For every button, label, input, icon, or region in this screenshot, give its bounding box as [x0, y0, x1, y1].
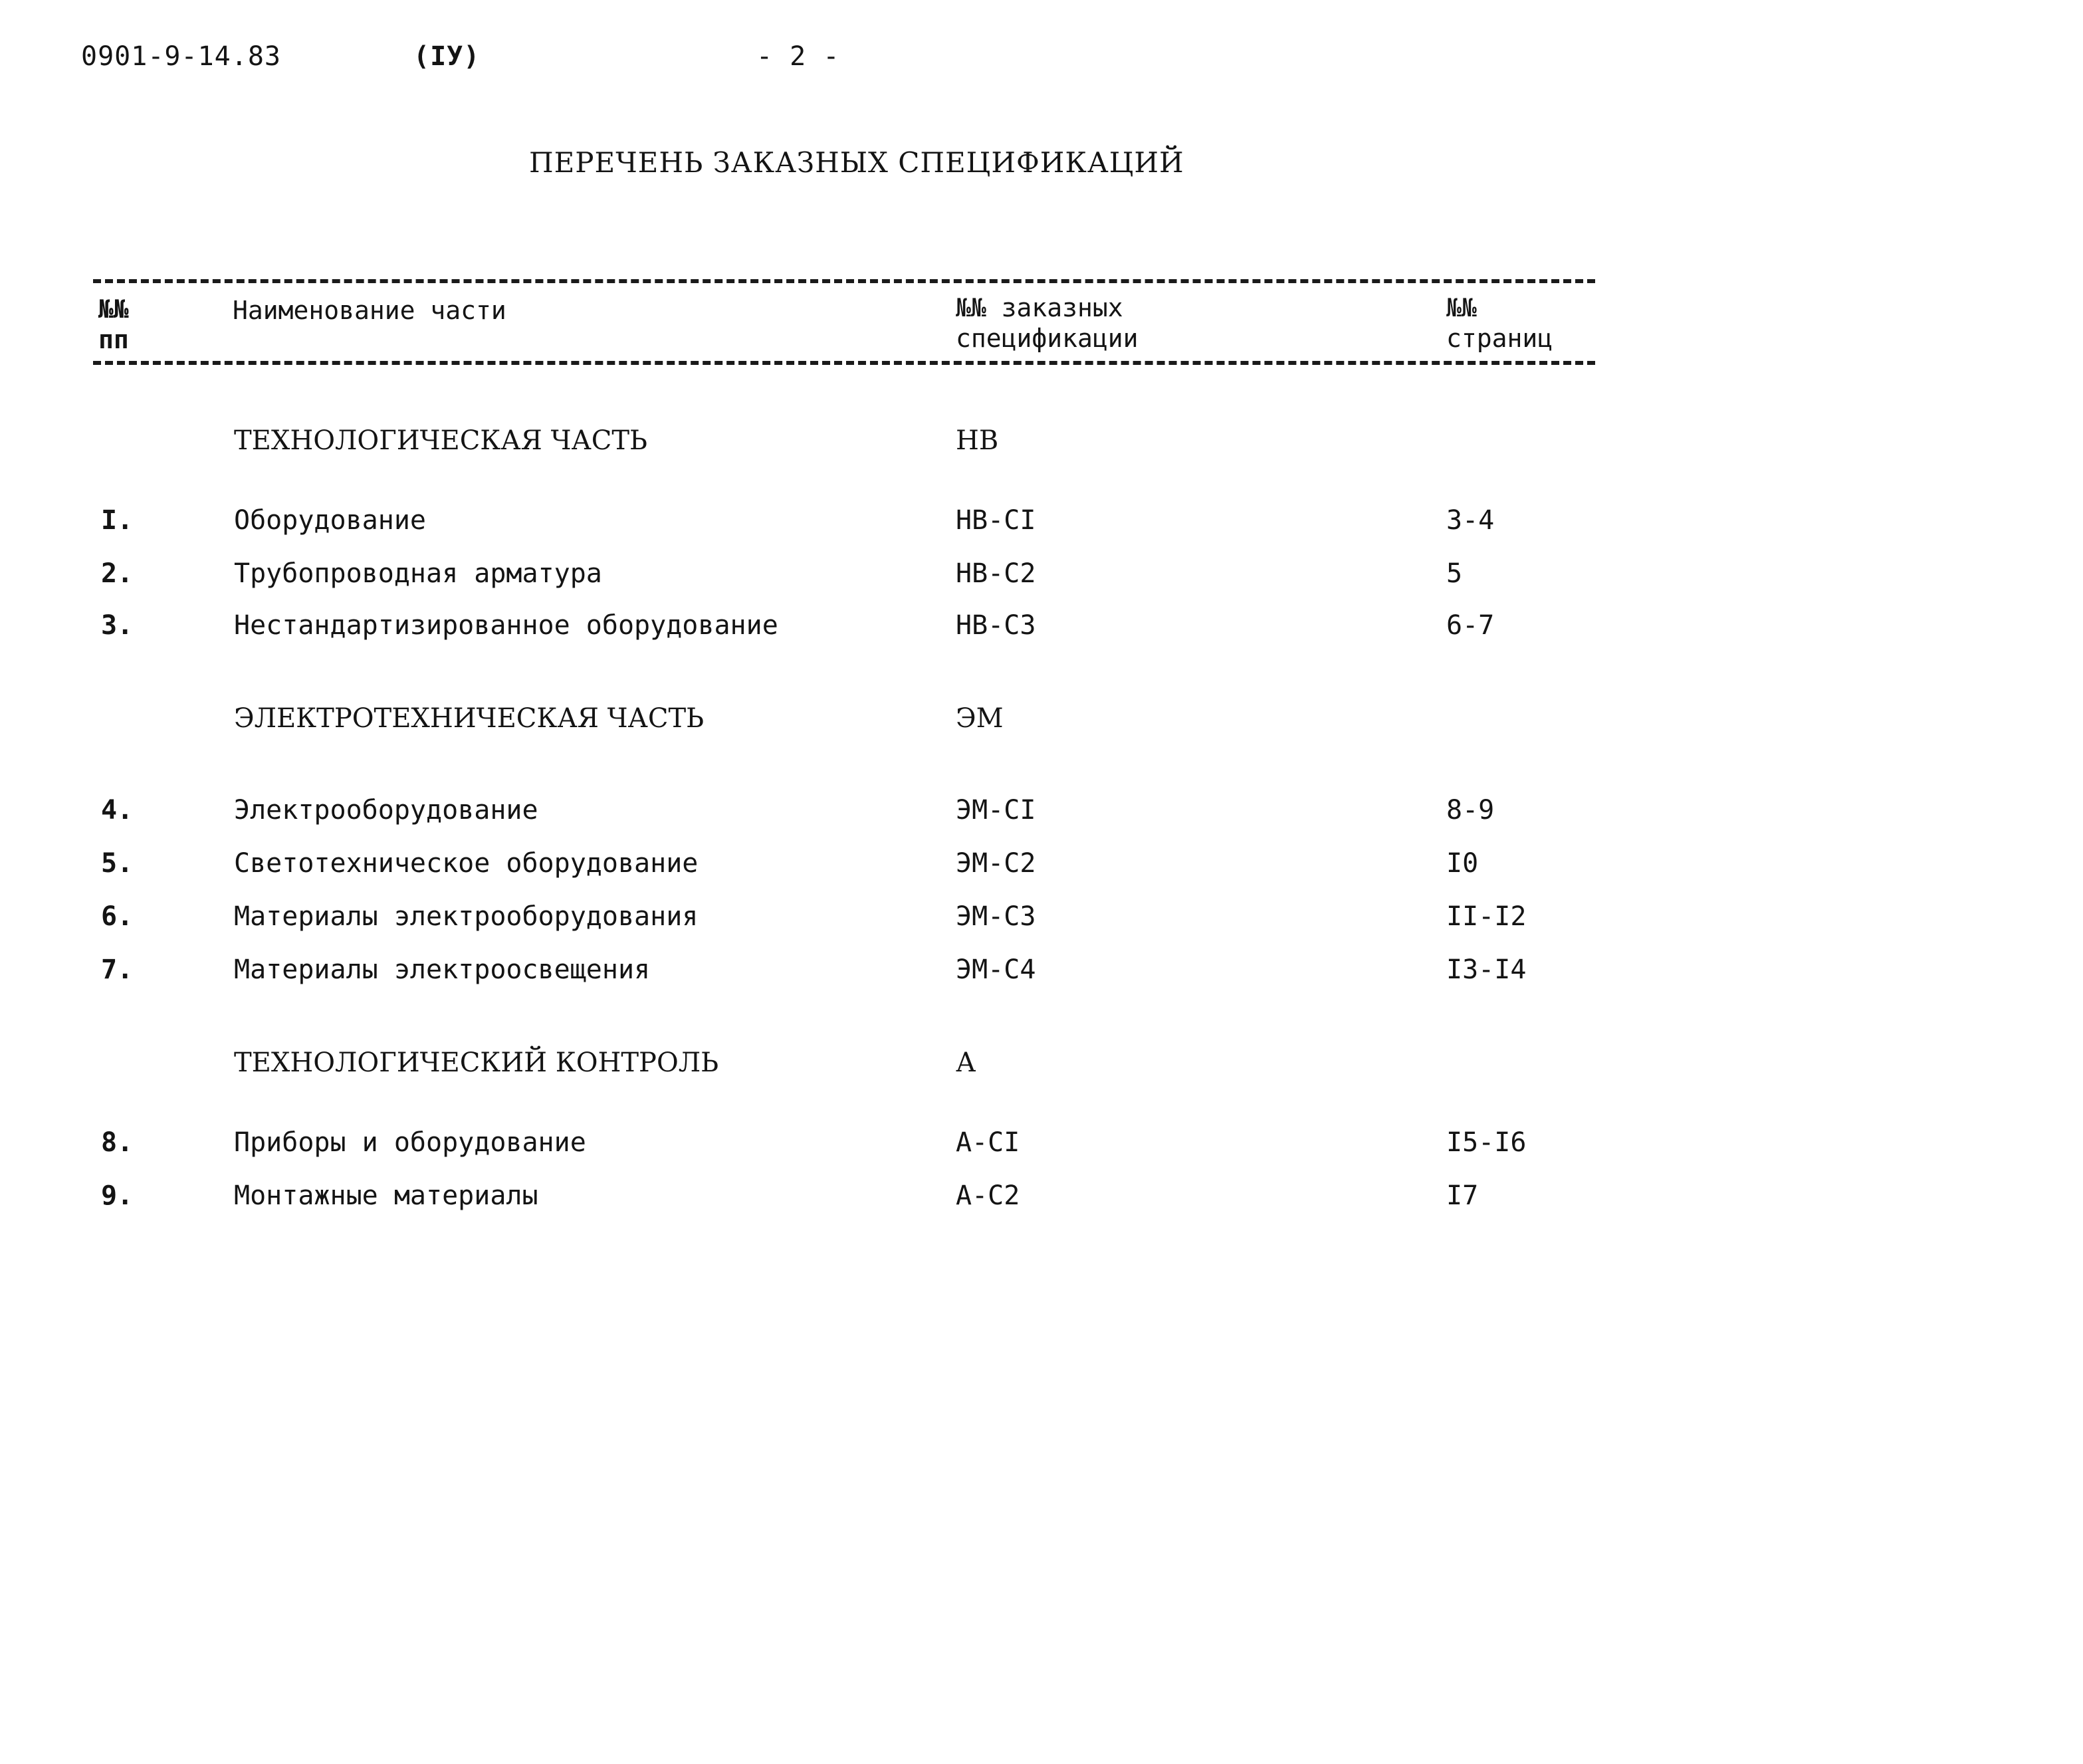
row-num: 9.	[101, 1180, 134, 1211]
row-spec: ЭМ-СI	[956, 795, 1036, 826]
row-spec: НВ-С3	[956, 610, 1036, 641]
row-pages: I0	[1446, 848, 1479, 879]
row-name: Светотехническое оборудование	[234, 848, 699, 879]
row-pages: 8-9	[1446, 795, 1495, 826]
row-name: Материалы электрооборудования	[234, 901, 699, 932]
row-name: Электрооборудование	[234, 795, 538, 826]
row-num: I.	[101, 505, 134, 536]
row-spec: НВ-СI	[956, 505, 1036, 536]
row-name: Нестандартизированное оборудование	[234, 610, 778, 641]
table-row	[0, 901, 2083, 938]
row-spec: НВ	[956, 425, 999, 456]
table-row-section	[0, 1047, 2083, 1085]
header-pages-line2: страниц	[1446, 324, 1553, 353]
row-pages: II-I2	[1446, 901, 1527, 932]
header-num-line2: пп	[98, 325, 129, 354]
row-name: Оборудование	[234, 505, 426, 536]
row-name: ЭЛЕКТРОТЕХНИЧЕСКАЯ ЧАСТЬ	[234, 703, 705, 734]
row-num: 8.	[101, 1127, 134, 1158]
row-spec: ЭМ-С4	[956, 954, 1036, 985]
row-name: Материалы электроосвещения	[234, 954, 651, 985]
header-spec-line2: спецификации	[956, 324, 1139, 353]
row-pages: I7	[1446, 1180, 1479, 1211]
page-number: - 2 -	[756, 41, 840, 72]
table-row	[0, 848, 2083, 885]
table-row	[0, 558, 2083, 596]
table-row	[0, 1127, 2083, 1164]
table-row-section	[0, 425, 2083, 463]
table-top-divider	[93, 279, 1595, 283]
row-num: 2.	[101, 558, 134, 589]
table-header-divider	[93, 361, 1595, 365]
row-pages: 6-7	[1446, 610, 1495, 641]
header-pages	[1446, 292, 1553, 354]
table-row	[0, 795, 2083, 832]
row-spec: ЭМ-С3	[956, 901, 1036, 932]
header-num	[98, 294, 129, 355]
row-spec: А-С2	[956, 1180, 1020, 1211]
row-name: Трубопроводная арматура	[234, 558, 602, 589]
table-row	[0, 1180, 2083, 1218]
header-num-line1: №№	[98, 294, 129, 324]
row-name: ТЕХНОЛОГИЧЕСКАЯ ЧАСТЬ	[234, 425, 648, 456]
document-code: 0901-9-14.83	[81, 41, 281, 72]
table-row	[0, 610, 2083, 647]
row-pages: I5-I6	[1446, 1127, 1527, 1158]
row-num: 7.	[101, 954, 134, 985]
row-num: 6.	[101, 901, 134, 932]
header-spec-line1: №№ заказных	[956, 293, 1123, 322]
row-spec: А-СI	[956, 1127, 1020, 1158]
row-name: Приборы и оборудование	[234, 1127, 586, 1158]
header-spec	[956, 292, 1139, 354]
row-spec: НВ-С2	[956, 558, 1036, 589]
row-pages: 3-4	[1446, 505, 1495, 536]
document-title: ПЕРЕЧЕНЬ ЗАКАЗНЫХ СПЕЦИФИКАЦИЙ	[529, 146, 1184, 179]
table-row	[0, 954, 2083, 992]
row-name: ТЕХНОЛОГИЧЕСКИЙ КОНТРОЛЬ	[234, 1047, 719, 1078]
header-pages-line1: №№	[1446, 293, 1477, 322]
row-num: 4.	[101, 795, 134, 826]
row-num: 5.	[101, 848, 134, 879]
row-spec: ЭМ-С2	[956, 848, 1036, 879]
document-part: (IУ)	[413, 41, 481, 72]
table-row	[0, 505, 2083, 542]
header-name: Наименование части	[233, 296, 506, 325]
row-spec: А	[956, 1047, 976, 1078]
table-row-section	[0, 703, 2083, 740]
row-num: 3.	[101, 610, 134, 641]
row-name: Монтажные материалы	[234, 1180, 538, 1211]
row-pages: 5	[1446, 558, 1463, 589]
row-pages: I3-I4	[1446, 954, 1527, 985]
row-spec: ЭМ	[956, 703, 1004, 734]
